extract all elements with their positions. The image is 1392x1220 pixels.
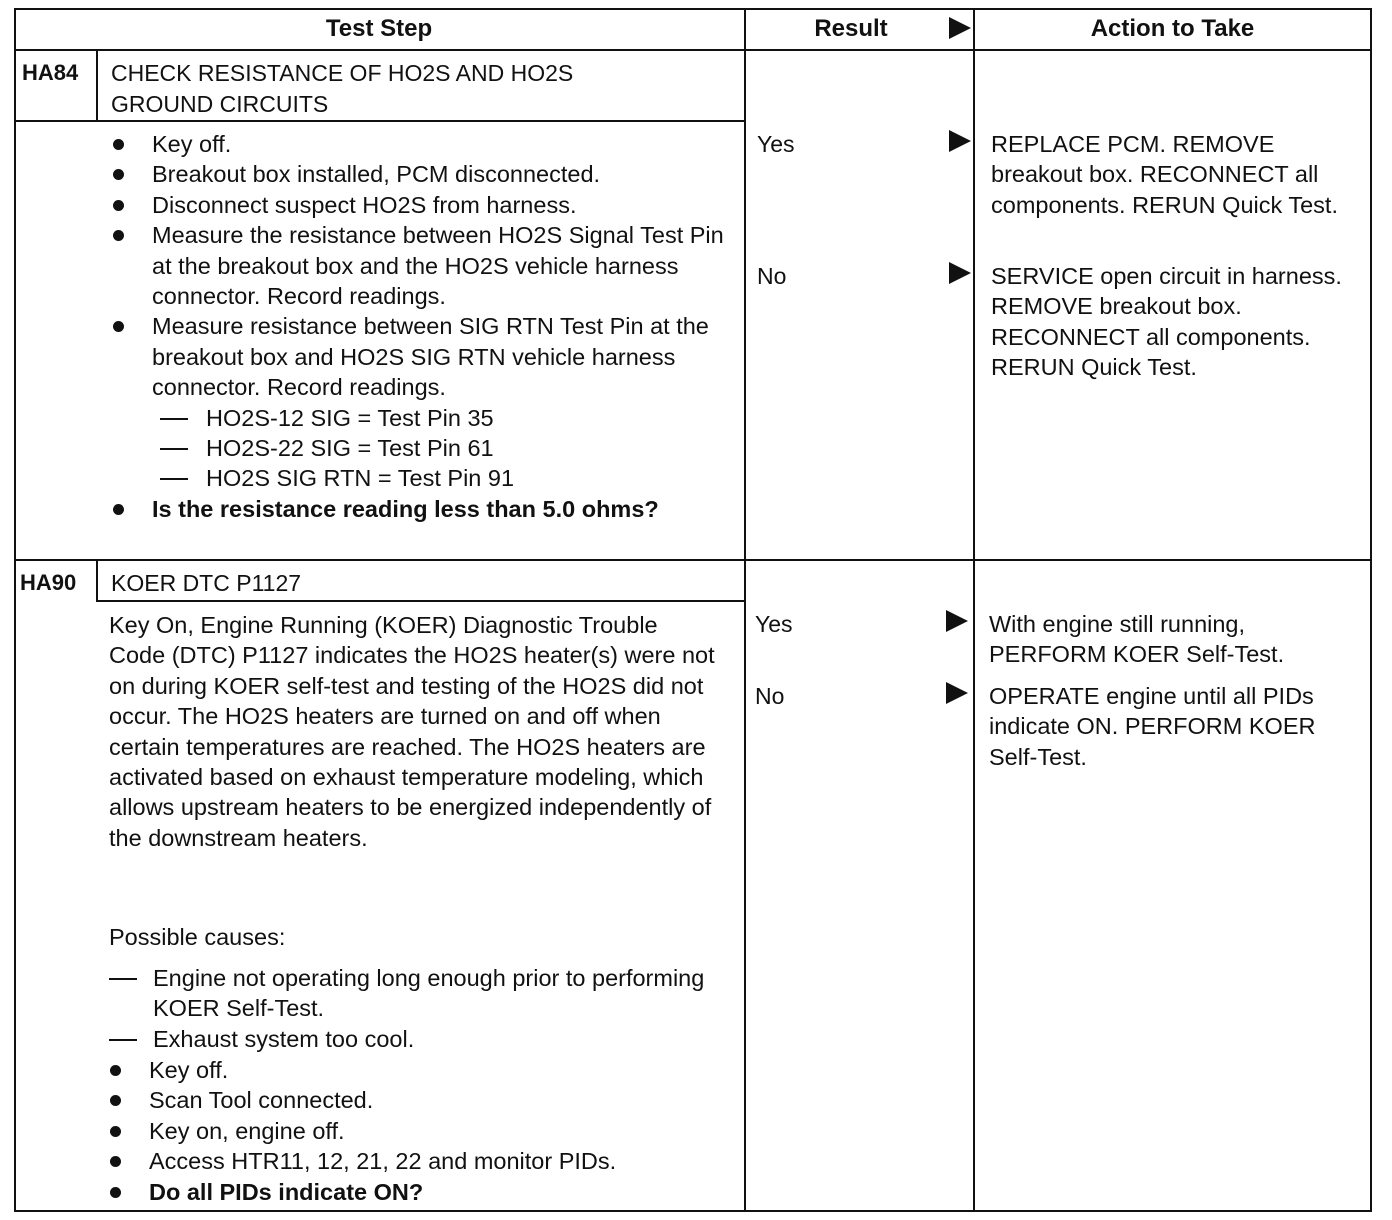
step-title-ha90: KOER DTC P1127 [111,570,302,596]
diagnostic-table [14,8,1372,1212]
list-item: Scan Tool connected. [105,1085,725,1115]
ha90-title-underline [96,600,745,602]
section-divider [14,559,1372,561]
arrow-icon [949,262,971,284]
frame-right [1370,8,1372,1212]
ha84-step-list [108,129,728,524]
ha84-action-no: SERVICE open circuit in harness. REMOVE breakout box. RECONNECT all components. RERUN Quick Test. [991,263,1342,381]
header-result: Result [814,15,888,42]
list-item-cause: Engine not operating long enough prior to performing KOER Self-Test. [109,963,709,1024]
list-item: Key off. [105,1055,725,1085]
header-arrow-icon [949,17,971,39]
ha90-description: Key On, Engine Running (KOER) Diagnostic Trouble Code (DTC) P1127 indicates the HO2S heater(s) were not on during KOER self-test and testing of the HO2S did not occur. The HO2S heaters are turned on and off when certain temperatures are reached. The HO2S heaters are activated based on exhaust temperature modeling, which allows upstream heaters to be energized independently of the downstream heaters. [109,612,715,851]
ha90-step-list [105,1055,725,1207]
frame-bottom [14,1210,1372,1212]
arrow-icon [946,610,968,632]
list-item: Disconnect suspect HO2S from harness. [108,190,728,220]
step-id-ha84: HA84 [22,60,79,85]
list-item: Key on, engine off. [105,1116,725,1146]
frame-left [14,8,16,1212]
list-item: Access HTR11, 12, 21, 22 and monitor PIDs. [105,1146,725,1176]
list-item-pin: HO2S-12 SIG = Test Pin 35 [108,403,728,433]
arrow-icon [949,130,971,152]
ha90-action-yes: With engine still running, PERFORM KOER Self-Test. [989,611,1285,668]
step-id-ha90: HA90 [20,570,77,595]
ha84-result-yes: Yes [757,131,795,157]
ha84-title-underline [14,120,745,122]
header-test-step: Test Step [325,15,433,42]
list-item: Measure resistance between SIG RTN Test Pin at the breakout box and HO2S SIG RTN vehicle harness connector. Record readings. [108,311,728,402]
list-item: Breakout box installed, PCM disconnected. [108,159,728,189]
frame-top [14,8,1372,10]
ha90-result-no: No [755,683,785,709]
header-divider [14,49,1372,51]
list-item: Measure the resistance between HO2S Signal Test Pin at the breakout box and the HO2S vehicle harness connector. Record readings. [108,220,728,311]
arrow-icon [946,682,968,704]
column-divider-1 [744,8,746,1212]
list-item: Key off. [108,129,728,159]
step-title-ha84: CHECK RESISTANCE OF HO2S AND HO2S GROUND CIRCUITS [111,60,574,117]
ha90-id-divider [96,559,98,601]
ha90-possible-causes-label: Possible causes: [109,924,286,950]
ha84-action-yes: REPLACE PCM. REMOVE breakout box. RECONNECT all components. RERUN Quick Test. [991,131,1338,218]
header-action: Action to Take [1090,15,1255,42]
ha90-result-yes: Yes [755,611,793,637]
ha84-id-divider [96,49,98,121]
list-item-pin: HO2S SIG RTN = Test Pin 91 [108,463,728,493]
column-divider-2 [973,8,975,1212]
ha90-causes-list [109,963,709,1054]
ha90-action-no: OPERATE engine until all PIDs indicate ON. PERFORM KOER Self-Test. [989,683,1316,770]
list-item-question: Do all PIDs indicate ON? [105,1177,725,1207]
list-item-pin: HO2S-22 SIG = Test Pin 61 [108,433,728,463]
list-item-question: Is the resistance reading less than 5.0 ohms? [108,494,728,524]
ha84-result-no: No [757,263,787,289]
list-item-cause: Exhaust system too cool. [109,1024,709,1054]
